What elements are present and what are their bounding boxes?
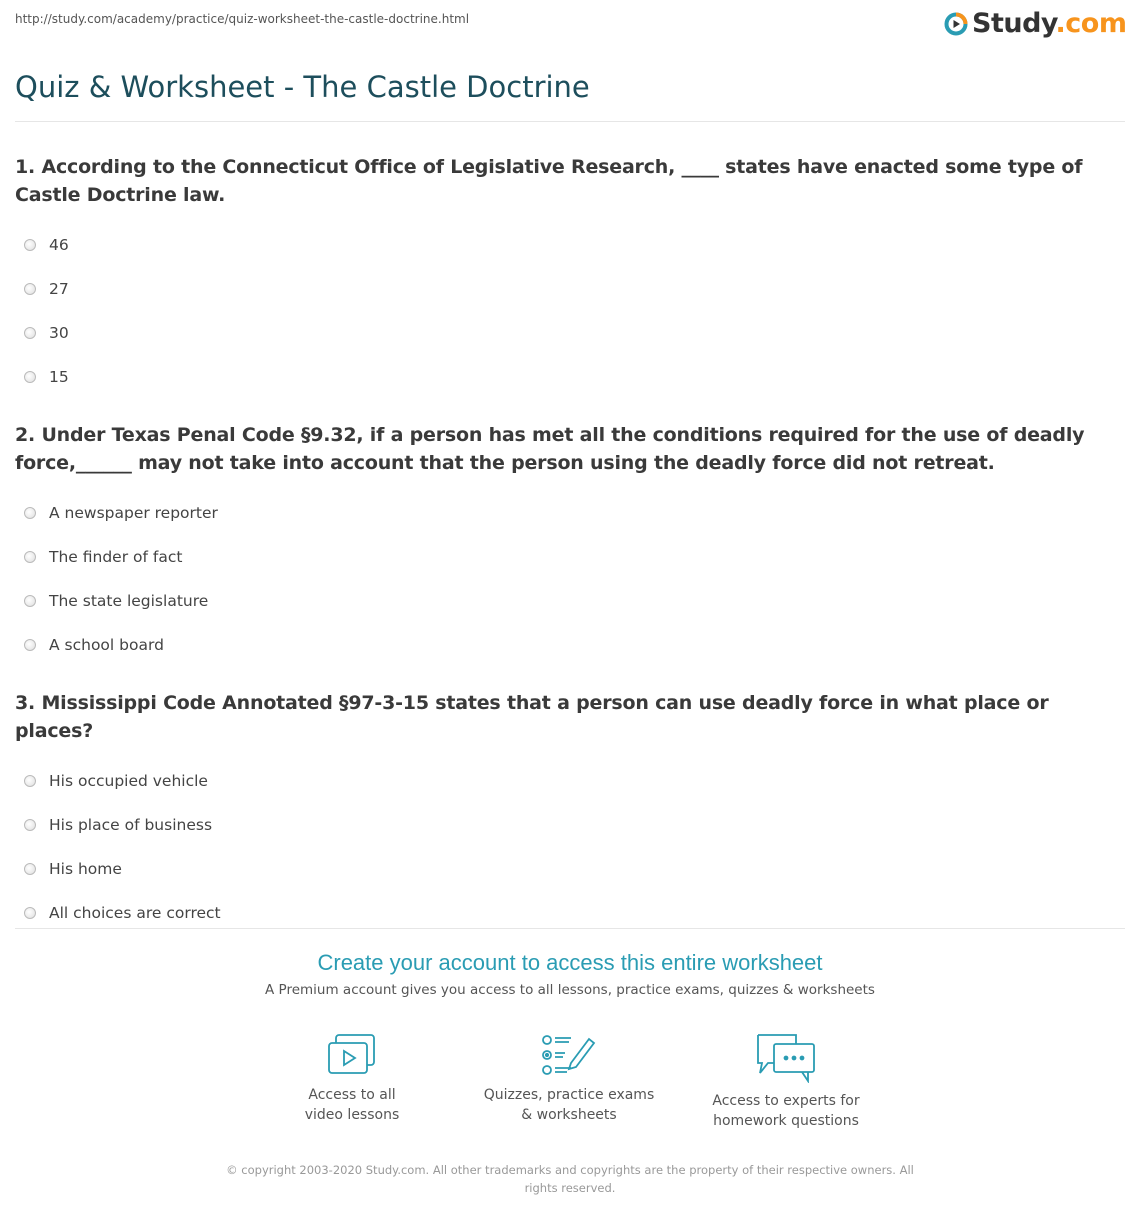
feature-label: Quizzes, practice exams — [483, 1087, 655, 1103]
option-label: 46 — [49, 236, 69, 254]
option-label: 30 — [49, 324, 69, 342]
option-label: His place of business — [49, 816, 213, 834]
radio-button[interactable] — [24, 371, 36, 383]
chat-bubbles-icon — [754, 1033, 818, 1083]
divider — [15, 928, 1125, 929]
page-url: http://study.com/academy/practice/quiz-worksheet-the-castle-doctrine.html — [15, 12, 470, 26]
cta-subtitle: A Premium account gives you access to all lessons, practice exams, quizzes & worksheets — [265, 982, 875, 998]
play-circle-logo-icon — [944, 12, 968, 36]
logo-name: Study — [972, 8, 1056, 39]
radio-button[interactable] — [24, 775, 36, 787]
question-text: 1. According to the Connecticut Office of Legislative Research, ____ states have enacted some type of Castle Doctrine law. — [15, 156, 1083, 206]
feature-label: homework questions — [713, 1113, 859, 1129]
radio-button[interactable] — [24, 907, 36, 919]
video-lessons-icon — [326, 1033, 378, 1077]
feature-label: Access to all — [308, 1087, 396, 1103]
create-account-link[interactable]: Create your account to access this entire worksheet — [317, 950, 823, 975]
logo-suffix: .com — [1055, 8, 1127, 39]
radio-button[interactable] — [24, 507, 36, 519]
answer-option[interactable] — [15, 535, 1125, 579]
radio-button[interactable] — [24, 551, 36, 563]
answer-option[interactable] — [15, 311, 1125, 355]
feature-experts — [686, 1033, 886, 1131]
option-label: 27 — [49, 280, 69, 298]
option-label: The finder of fact — [49, 548, 183, 566]
divider — [15, 121, 1125, 122]
answer-option[interactable] — [15, 759, 1125, 803]
option-label: A newspaper reporter — [49, 504, 218, 522]
feature-label: video lessons — [304, 1107, 400, 1123]
option-label: All choices are correct — [49, 904, 221, 922]
answer-option[interactable] — [15, 267, 1125, 311]
answer-option[interactable] — [15, 579, 1125, 623]
option-label: His occupied vehicle — [49, 772, 208, 790]
option-label: His home — [49, 860, 122, 878]
answer-option[interactable] — [15, 355, 1125, 399]
answer-option[interactable] — [15, 623, 1125, 667]
feature-label: & worksheets — [521, 1107, 617, 1123]
option-label: A school board — [49, 636, 164, 654]
question-text: 3. Mississippi Code Annotated §97-3-15 states that a person can use deadly force in what place or places? — [15, 692, 1049, 742]
answer-option[interactable] — [15, 847, 1125, 891]
question-1 — [15, 153, 1125, 399]
feature-video-lessons — [252, 1033, 452, 1125]
answer-option[interactable] — [15, 803, 1125, 847]
option-label: The state legislature — [49, 592, 209, 610]
radio-button[interactable] — [24, 863, 36, 875]
radio-button[interactable] — [24, 283, 36, 295]
radio-button[interactable] — [24, 239, 36, 251]
question-text: 2. Under Texas Penal Code §9.32, if a person has met all the conditions required for the use of deadly force,______ may not take into account that the person using the deadly force did not retreat. — [15, 424, 1085, 474]
answer-option[interactable] — [15, 491, 1125, 535]
copyright-footer: © copyright 2003-2020 Study.com. All other trademarks and copyrights are the property of their respective owners. All rights reserved. — [226, 1163, 914, 1195]
radio-button[interactable] — [24, 819, 36, 831]
page-title: Quiz & Worksheet - The Castle Doctrine — [15, 70, 590, 104]
quiz-checklist-icon — [541, 1033, 597, 1077]
option-label: 15 — [49, 368, 69, 386]
question-2 — [15, 421, 1125, 667]
radio-button[interactable] — [24, 327, 36, 339]
question-3 — [15, 689, 1125, 935]
feature-label: Access to experts for — [712, 1093, 860, 1109]
radio-button[interactable] — [24, 639, 36, 651]
study-logo[interactable] — [944, 8, 1126, 39]
radio-button[interactable] — [24, 595, 36, 607]
answer-option[interactable] — [15, 223, 1125, 267]
feature-quizzes — [469, 1033, 669, 1125]
